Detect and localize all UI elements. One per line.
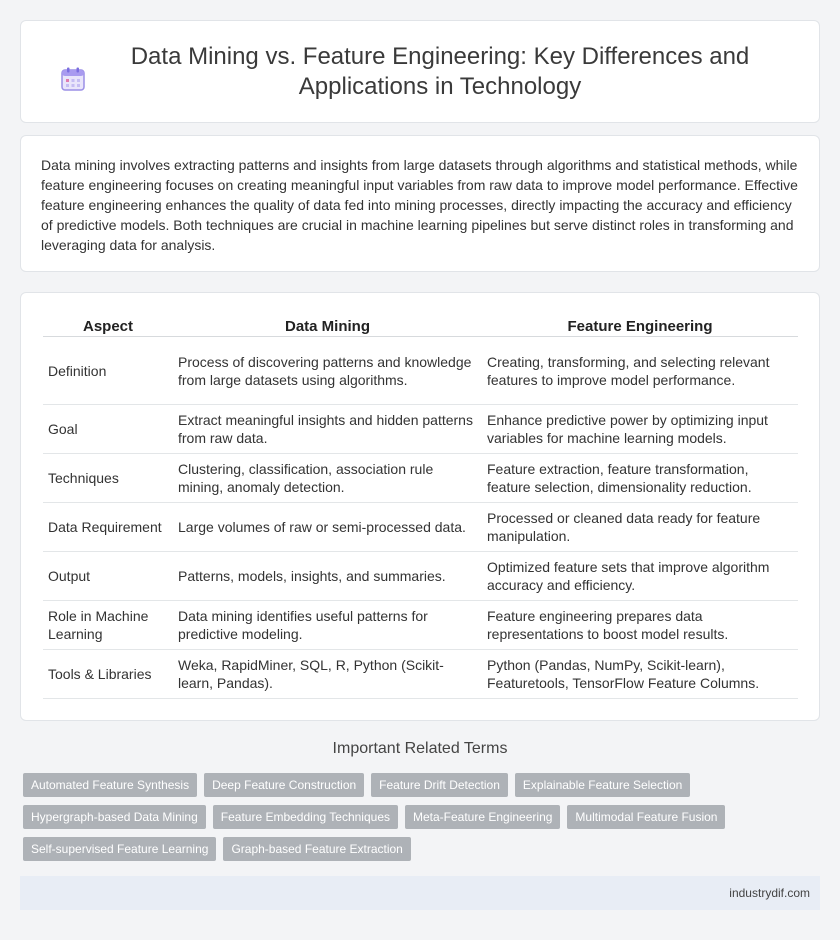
comparison-table-card bbox=[20, 292, 820, 721]
table-row bbox=[43, 337, 798, 405]
data-mining-cell: Clustering, classification, association rule mining, anomaly detection. bbox=[173, 454, 482, 503]
data-mining-cell: Extract meaningful insights and hidden patterns from raw data. bbox=[173, 405, 482, 454]
table-row bbox=[43, 405, 798, 454]
table-header-row bbox=[43, 315, 798, 337]
related-tag[interactable]: Automated Feature Synthesis bbox=[23, 773, 197, 797]
related-tag[interactable]: Graph-based Feature Extraction bbox=[223, 837, 410, 861]
table-row bbox=[43, 454, 798, 503]
calendar-icon bbox=[60, 66, 86, 92]
feature-engineering-cell: Python (Pandas, NumPy, Scikit-learn), Featuretools, TensorFlow Feature Columns. bbox=[482, 650, 798, 699]
related-tag[interactable]: Self-supervised Feature Learning bbox=[23, 837, 216, 861]
related-tag[interactable]: Explainable Feature Selection bbox=[515, 773, 690, 797]
feature-engineering-cell: Optimized feature sets that improve algorithm accuracy and efficiency. bbox=[482, 552, 798, 601]
related-tag[interactable]: Multimodal Feature Fusion bbox=[567, 805, 725, 829]
data-mining-cell: Weka, RapidMiner, SQL, R, Python (Scikit-learn, Pandas). bbox=[173, 650, 482, 699]
header-feature-engineering: Feature Engineering bbox=[482, 315, 798, 337]
related-terms-title: Important Related Terms bbox=[332, 740, 508, 757]
aspect-cell: Output bbox=[43, 552, 173, 601]
data-mining-cell: Large volumes of raw or semi-processed data. bbox=[173, 503, 482, 552]
header-data-mining: Data Mining bbox=[173, 315, 482, 337]
feature-engineering-cell: Processed or cleaned data ready for feature manipulation. bbox=[482, 503, 798, 552]
header-aspect: Aspect bbox=[43, 315, 173, 337]
related-tag[interactable]: Meta-Feature Engineering bbox=[405, 805, 560, 829]
table-row bbox=[43, 650, 798, 699]
related-tag[interactable]: Hypergraph-based Data Mining bbox=[23, 805, 206, 829]
data-mining-cell: Data mining identifies useful patterns for predictive modeling. bbox=[173, 601, 482, 650]
data-mining-cell: Process of discovering patterns and knowledge from large datasets using algorithms. bbox=[173, 337, 482, 405]
related-tags bbox=[23, 773, 823, 861]
page-title: Data Mining vs. Feature Engineering: Key Differences and Applications in Technology bbox=[130, 42, 750, 100]
feature-engineering-cell: Feature engineering prepares data representations to boost model results. bbox=[482, 601, 798, 650]
title-card bbox=[20, 20, 820, 123]
feature-engineering-cell: Creating, transforming, and selecting relevant features to improve model performance. bbox=[482, 337, 798, 405]
aspect-cell: Techniques bbox=[43, 454, 173, 503]
related-tag[interactable]: Feature Drift Detection bbox=[371, 773, 508, 797]
footer-site[interactable]: industrydif.com bbox=[729, 886, 810, 900]
table-row bbox=[43, 601, 798, 650]
comparison-table bbox=[43, 315, 798, 699]
aspect-cell: Tools & Libraries bbox=[43, 650, 173, 699]
feature-engineering-cell: Enhance predictive power by optimizing input variables for machine learning models. bbox=[482, 405, 798, 454]
aspect-cell: Role in Machine Learning bbox=[43, 601, 173, 650]
related-tag[interactable]: Feature Embedding Techniques bbox=[213, 805, 398, 829]
table-row bbox=[43, 552, 798, 601]
related-tag[interactable]: Deep Feature Construction bbox=[204, 773, 364, 797]
aspect-cell: Definition bbox=[43, 337, 173, 405]
table-row bbox=[43, 503, 798, 552]
footer bbox=[20, 876, 820, 910]
feature-engineering-cell: Feature extraction, feature transformation, feature selection, dimensionality reduction. bbox=[482, 454, 798, 503]
aspect-cell: Data Requirement bbox=[43, 503, 173, 552]
data-mining-cell: Patterns, models, insights, and summaries. bbox=[173, 552, 482, 601]
intro-paragraph: Data mining involves extracting patterns and insights from large datasets through algorithms and statistical methods, while feature engineering focuses on creating meaningful input variables from raw data to improve model performance. Effective feature engineering enhances the quality of data fed into mining processes, directly impacting the accuracy and efficiency of predictive models. Both techniques are crucial in machine learning pipelines but serve distinct roles in transforming and leveraging data for analysis. bbox=[41, 157, 798, 253]
intro-card bbox=[20, 135, 820, 272]
title-wrap bbox=[60, 42, 780, 102]
aspect-cell: Goal bbox=[43, 405, 173, 454]
